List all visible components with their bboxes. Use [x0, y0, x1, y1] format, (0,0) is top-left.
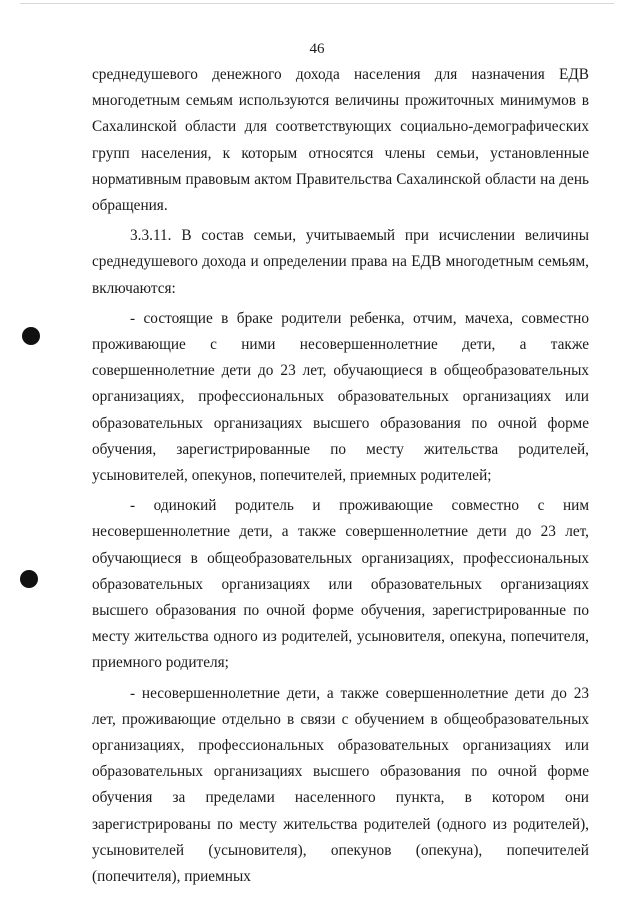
- paragraph-list-item-children-living-separately: - несовершеннолетние дети, а также совершеннолетние дети до 23 лет, проживающие отдельно в связи с обучением в общеобразовательных организациях, профессиональных образовательных организациях или образовательных организациях высшего образования по очной форме обучения за пределами населенного пункта, в котором они зарегистрированы по месту жительства родителей (одного из родителей), усыновителей (усыновителя), опекунов (опекуна), попечителей (попечителя), приемных: [92, 684, 589, 886]
- scan-edge-line: [20, 3, 614, 4]
- paragraph-list-item-single-parent: - одинокий родитель и проживающие совместно с ним несовершеннолетние дети, а также совершеннолетние дети до 23 лет, обучающиеся в общеобразовательных организациях, профессиональных образовательных организациях или образовательных организациях высшего образования по очной форме обучения, зарегистрированные по месту жительства одного из родителей, усыновителя, опекуна, попечителя, приемного родителя;: [92, 497, 589, 672]
- page-number: 46: [309, 41, 325, 57]
- paragraph-list-item-married-parents: - состоящие в браке родители ребенка, отчим, мачеха, совместно проживающие с ними несовершеннолетние дети, а также совершеннолетние дети до 23 лет, обучающиеся в общеобразовательных организациях, профессиональных образовательных организациях или образовательных организациях высшего образования по очной форме обучения, зарегистрированные по месту жительства родителей, усыновителей, опекунов, попечителей, приемных родителей;: [92, 309, 589, 485]
- paragraph-clause-3-3-11: 3.3.11. В состав семьи, учитываемый при исчислении величины среднедушевого дохода и определении права на ЕДВ многодетным семьям, включаются:: [92, 227, 589, 297]
- paragraph-continuation: среднедушевого денежного дохода населения для назначения ЕДВ многодетным семьям используются величины прожиточных минимумов в Сахалинской области для соответствующих социально-демографических групп населения, к которым относятся члены семьи, установленные нормативным правовым актом Правительства Сахалинской области на день обращения.: [92, 66, 589, 215]
- document-body: [92, 62, 589, 890]
- binder-hole-top: [22, 327, 40, 345]
- binder-hole-bottom: [20, 570, 38, 588]
